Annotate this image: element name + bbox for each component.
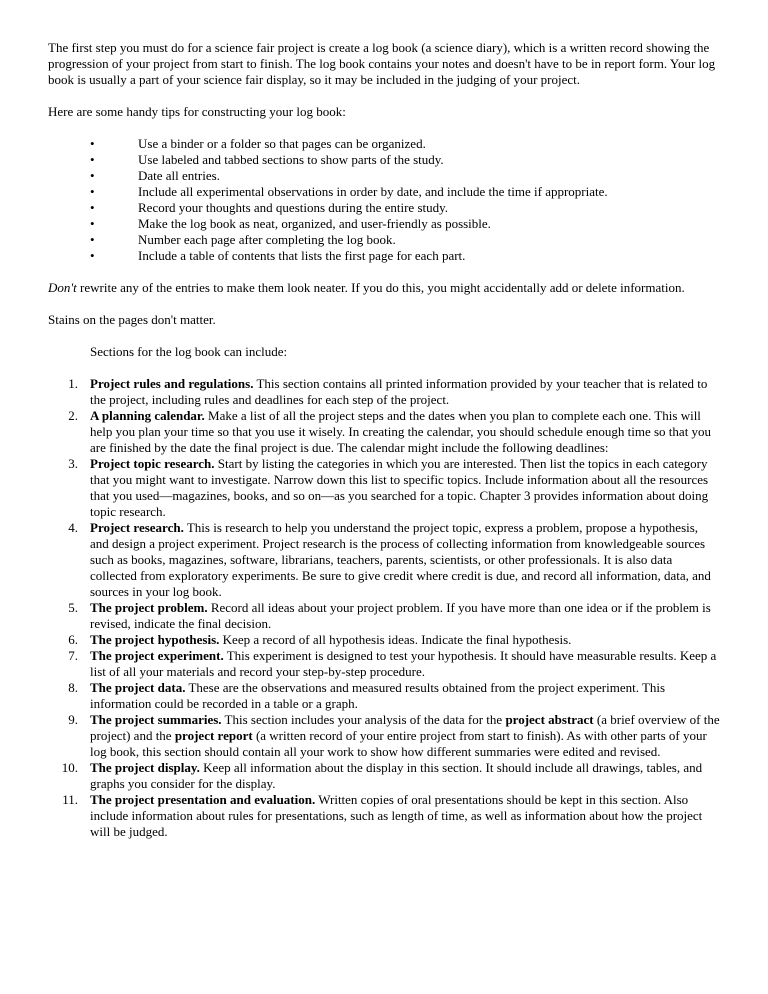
list-item: • Use labeled and tabbed sections to show parts of the study.: [90, 152, 444, 167]
bullet-icon: •: [90, 248, 95, 263]
dont-paragraph: Don't rewrite any of the entries to make them look neater. If you do this, you might accidentally add or delete information.: [48, 280, 685, 295]
list-item: 10. The project display. Keep all information about the display in this section. It should include all drawings, tables, and graphs you consider for the display.: [48, 760, 720, 792]
section-title: The project hypothesis.: [90, 632, 220, 647]
list-item: 2. A planning calendar. Make a list of all the project steps and the dates when you plan to complete each one. This will help you plan your time so that you use it wisely. In creating the calendar, you should schedule enough time so that you are finished by the date the final project is due. The calendar might include the following deadlines:: [48, 408, 720, 456]
list-item: • Use a binder or a folder so that pages can be organized.: [90, 136, 426, 151]
item-number: 9.: [68, 712, 78, 727]
list-item: 9. The project summaries. This section includes your analysis of the data for the project abstract (a brief overview of the project) and the project report (a written record of your entire project from start to finish). As with other parts of your log book, this section should contain all your work to show how different summaries were edited and revised.: [48, 712, 720, 760]
list-item: 8. The project data. These are the observations and measured results obtained from the project experiment. This information could be recorded in a table or a graph.: [48, 680, 720, 712]
bullet-icon: •: [90, 200, 95, 215]
item-number: 3.: [68, 456, 78, 471]
item-number: 6.: [68, 632, 78, 647]
list-item: • Make the log book as neat, organized, and user-friendly as possible.: [90, 216, 491, 231]
item-number: 10.: [61, 760, 78, 775]
bold-term: project abstract: [505, 712, 594, 727]
section-title: Project research.: [90, 520, 184, 535]
list-item: • Number each page after completing the log book.: [90, 232, 396, 247]
tips-intro: Here are some handy tips for constructing your log book:: [48, 104, 346, 119]
section-title: The project data.: [90, 680, 186, 695]
section-title: Project topic research.: [90, 456, 215, 471]
bullet-icon: •: [90, 168, 95, 183]
stains-paragraph: Stains on the pages don't matter.: [48, 312, 216, 327]
item-number: 7.: [68, 648, 78, 663]
section-title: A planning calendar.: [90, 408, 205, 423]
section-title: The project summaries.: [90, 712, 222, 727]
bullet-icon: •: [90, 136, 95, 151]
sections-intro: Sections for the log book can include:: [90, 344, 288, 359]
section-title: The project display.: [90, 760, 200, 775]
list-item: 11. The project presentation and evaluation. Written copies of oral presentations should be kept in this section. Also include information about rules for presentations, such as length of time, as well as information about how the project will be judged.: [48, 792, 720, 840]
section-title: The project problem.: [90, 600, 208, 615]
bullet-icon: •: [90, 216, 95, 231]
list-item: 6. The project hypothesis. Keep a record of all hypothesis ideas. Indicate the final hypothesis.: [48, 632, 720, 648]
bold-term: project report: [174, 728, 253, 743]
dont-emphasis: Don't: [48, 280, 77, 295]
item-number: 1.: [68, 376, 78, 391]
list-item: • Include all experimental observations in order by date, and include the time if appropriate.: [90, 184, 608, 199]
item-number: 4.: [68, 520, 78, 535]
item-number: 2.: [68, 408, 78, 423]
item-number: 11.: [62, 792, 78, 807]
list-item: 3. Project topic research. Start by listing the categories in which you are interested. Then list the topics in each category that you might want to investigate. Narrow down this list to specific topics. Include information about all the resources that you used—magazines, books, and so on—as you searched for a topic. Chapter 3 provides information about doing topic research.: [48, 456, 720, 520]
section-title: The project experiment.: [90, 648, 224, 663]
intro-paragraph: The first step you must do for a science fair project is create a log book (a science diary), which is a written record showing the progression of your project from start to finish. The log book contains your notes and doesn't have to be in report form. Your log book is usually a part of your science fair display, so it may be included in the judging of your project.: [48, 40, 716, 87]
list-item: 4. Project research. This is research to help you understand the project topic, express a problem, propose a hypothesis, and design a project experiment. Project research is the process of collecting information from knowledgeable sources such as books, magazines, software, librarians, teachers, parents, scientists, or other professionals. It is also data collected from exploratory experiments. Be sure to give credit where credit is due, and record all information, data, and sources in your log book.: [48, 520, 720, 600]
list-item: 5. The project problem. Record all ideas about your project problem. If you have more than one idea or if the problem is revised, indicate the final decision.: [48, 600, 720, 632]
section-title: The project presentation and evaluation.: [90, 792, 316, 807]
list-item: • Date all entries.: [90, 168, 220, 183]
bullet-icon: •: [90, 184, 95, 199]
list-item: • Record your thoughts and questions during the entire study.: [90, 200, 449, 215]
section-title: Project rules and regulations.: [90, 376, 254, 391]
bullet-icon: •: [90, 152, 95, 167]
list-item: 1. Project rules and regulations. This section contains all printed information provided by your teacher that is related to the project, including rules and deadlines for each step of the project.: [48, 376, 720, 408]
sections-list: [48, 376, 720, 840]
item-number: 5.: [68, 600, 78, 615]
list-item: • Include a table of contents that lists the first page for each part.: [90, 248, 466, 263]
bullet-icon: •: [90, 232, 95, 247]
tips-list: [48, 136, 720, 264]
list-item: 7. The project experiment. This experiment is designed to test your hypothesis. It should have measurable results. Keep a list of all your materials and record your step-by-step procedure.: [48, 648, 720, 680]
item-number: 8.: [68, 680, 78, 695]
